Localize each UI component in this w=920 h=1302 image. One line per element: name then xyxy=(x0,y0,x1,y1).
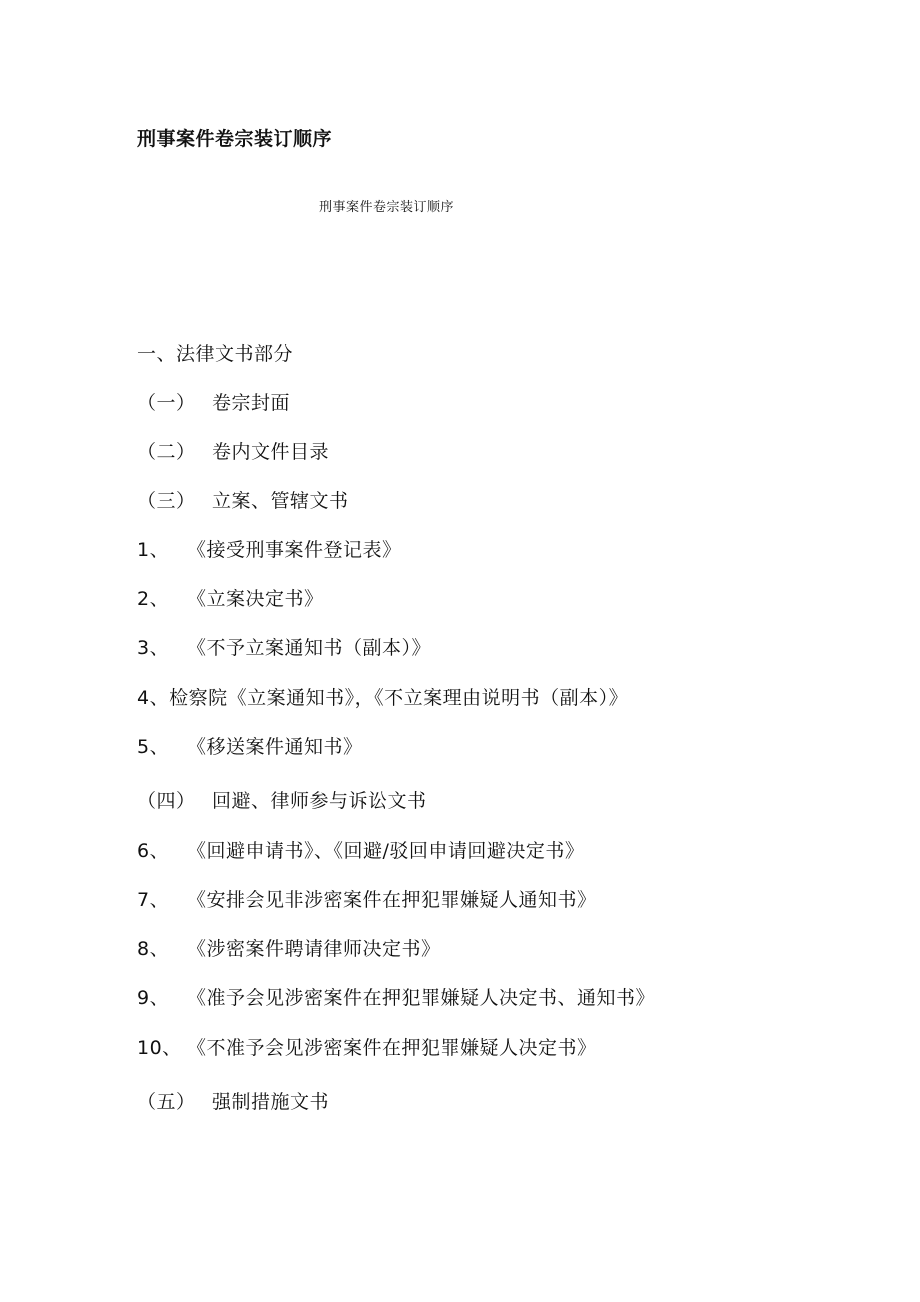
item-number: 3、 xyxy=(137,637,170,659)
item-text: 《涉密案件聘请律师决定书》 xyxy=(187,938,441,960)
item-text: 检察院《立案通知书》，《不立案理由说明书（副本）》 xyxy=(169,687,629,709)
item-text: 《安排会见非涉密案件在押犯罪嫌疑人通知书》 xyxy=(187,889,597,911)
item-number: 5、 xyxy=(137,736,170,758)
item-text: 《不予立案通知书（副本）》 xyxy=(187,637,432,659)
item-text: 《移送案件通知书》 xyxy=(187,736,363,758)
list-item xyxy=(137,789,427,813)
list-item xyxy=(137,839,584,863)
list-item xyxy=(137,1090,329,1114)
item-label: （五） xyxy=(137,1091,196,1113)
item-number: 10、 xyxy=(137,1037,182,1059)
list-item xyxy=(137,489,349,513)
item-text: 《准予会见涉密案件在押犯罪嫌疑人决定书、通知书》 xyxy=(187,987,656,1009)
document-subtitle: 刑事案件卷宗装订顺序 xyxy=(319,200,455,215)
list-item xyxy=(137,686,628,710)
item-text: 《接受刑事案件登记表》 xyxy=(187,539,402,561)
list-item xyxy=(137,735,363,759)
item-text: 《不准予会见涉密案件在押犯罪嫌疑人决定书》 xyxy=(187,1037,597,1059)
list-item xyxy=(137,636,431,660)
item-text: 卷宗封面 xyxy=(212,392,291,414)
item-text: 回避、律师参与诉讼文书 xyxy=(212,790,427,812)
list-item xyxy=(137,1036,597,1060)
list-item xyxy=(137,538,402,562)
item-text: 立案、管辖文书 xyxy=(212,490,349,512)
item-text: 卷内文件目录 xyxy=(212,441,330,463)
item-text: 《立案决定书》 xyxy=(187,588,324,610)
item-label: （四） xyxy=(137,790,196,812)
item-label: （二） xyxy=(137,441,196,463)
section-heading-legal-documents: 一、法律文书部分 xyxy=(137,343,294,365)
item-number: 6、 xyxy=(137,840,170,862)
list-item xyxy=(137,888,597,912)
item-number: 7、 xyxy=(137,889,170,911)
list-item xyxy=(137,986,655,1010)
item-number: 9、 xyxy=(137,987,170,1009)
list-item xyxy=(137,587,324,611)
item-number: 2、 xyxy=(137,588,170,610)
item-number: 1、 xyxy=(137,539,170,561)
item-text: 强制措施文书 xyxy=(212,1091,330,1113)
item-number: 4、 xyxy=(137,687,170,709)
list-item xyxy=(137,937,441,961)
list-item xyxy=(137,440,329,464)
item-label: （一） xyxy=(137,392,196,414)
list-item xyxy=(137,391,290,415)
item-text: 《回避申请书》、《回避/驳回申请回避决定书》 xyxy=(187,840,585,862)
item-number: 8、 xyxy=(137,938,170,960)
item-label: （三） xyxy=(137,490,196,512)
document-title: 刑事案件卷宗装订顺序 xyxy=(137,128,333,150)
